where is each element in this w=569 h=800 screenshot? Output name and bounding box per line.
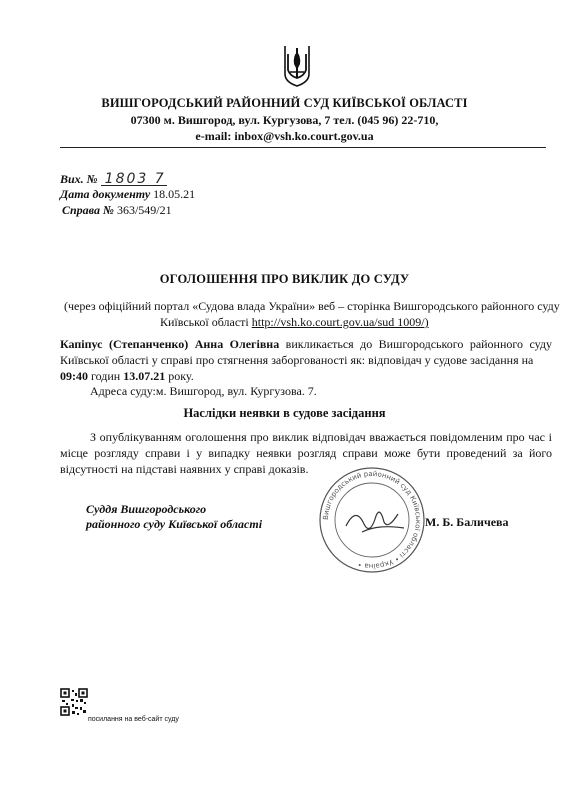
judge-name: М. Б. Баличева bbox=[425, 515, 509, 529]
qr-code-icon[interactable] bbox=[60, 688, 88, 716]
court-email: e-mail: inbox@vsh.ko.court.gov.ua bbox=[195, 129, 374, 143]
qr-caption: посилання на веб-сайт суду bbox=[88, 716, 179, 723]
summons-line-1 bbox=[60, 337, 552, 352]
document-date-label: Дата документу bbox=[60, 187, 151, 201]
year-word: року. bbox=[165, 369, 194, 383]
judge-title-line-1: Суддя Вишгородського bbox=[86, 502, 207, 516]
trident-emblem-icon bbox=[282, 42, 312, 88]
header-divider bbox=[60, 147, 546, 148]
portal-line-1: (через офіційний портал «Судова влада України» веб – сторінка Вишгородського районного суду bbox=[64, 299, 560, 313]
consequences-line-3: відсутності на підставі наявних у справі доказів. bbox=[60, 462, 309, 476]
outgoing-number-handwritten: 1803 7 bbox=[101, 173, 167, 186]
document-date-row bbox=[60, 187, 195, 202]
hearing-time: 09:40 bbox=[60, 369, 88, 383]
consequences-title: Наслідки неявки в судове засідання bbox=[183, 406, 386, 420]
court-hearing-address: Адреса суду:м. Вишгород, вул. Кургузова. 7. bbox=[90, 384, 317, 398]
court-seal-stamp bbox=[318, 466, 426, 574]
consequences-line-1: З опублікуванням оголошення про виклик відповідач вважається повідомленим про час і bbox=[90, 430, 552, 444]
portal-line-2-prefix: Київської області bbox=[160, 315, 252, 329]
respondent-name: Капіпус (Степанченко) Анна Олегівна bbox=[60, 337, 280, 351]
court-name: ВИШГОРОДСЬКИЙ РАЙОННИЙ СУД КИЇВСЬКОЇ ОБЛАСТІ bbox=[101, 96, 468, 110]
outgoing-label: Вих. № bbox=[60, 172, 98, 186]
hearing-date: 13.07.21 bbox=[123, 369, 166, 383]
summons-line-1-rest: викликається до Вишгородського районного суду bbox=[279, 337, 552, 351]
portal-link[interactable]: http://vsh.ko.court.gov.ua/sud 1009/) bbox=[251, 315, 429, 329]
document-date-value: 18.05.21 bbox=[153, 187, 196, 201]
notice-title: ОГОЛОШЕННЯ ПРО ВИКЛИК ДО СУДУ bbox=[159, 272, 410, 286]
seal-text: Вишгородський районний суд Київської області • Україна • bbox=[321, 469, 423, 571]
hours-word: годин bbox=[88, 369, 124, 383]
outgoing-number-row bbox=[60, 172, 167, 187]
case-number-label: Справа № bbox=[62, 203, 114, 217]
consequences-line-2: місце розгляду справи і у випадку неявки розгляд справи може бути проведений за його bbox=[60, 446, 552, 460]
portal-line-2 bbox=[160, 315, 429, 330]
summons-line-3 bbox=[60, 369, 194, 384]
case-number-row bbox=[62, 203, 172, 218]
summons-line-2: Київської області у справі про стягнення заборгованості як: відповідач у судове засідання на bbox=[60, 353, 534, 367]
judge-title-line-2: районного суду Київської області bbox=[86, 517, 263, 531]
case-number-value: 363/549/21 bbox=[116, 203, 172, 217]
court-address: 07300 м. Вишгород, вул. Кургузова, 7 тел. (045 96) 22-710, bbox=[130, 113, 439, 127]
